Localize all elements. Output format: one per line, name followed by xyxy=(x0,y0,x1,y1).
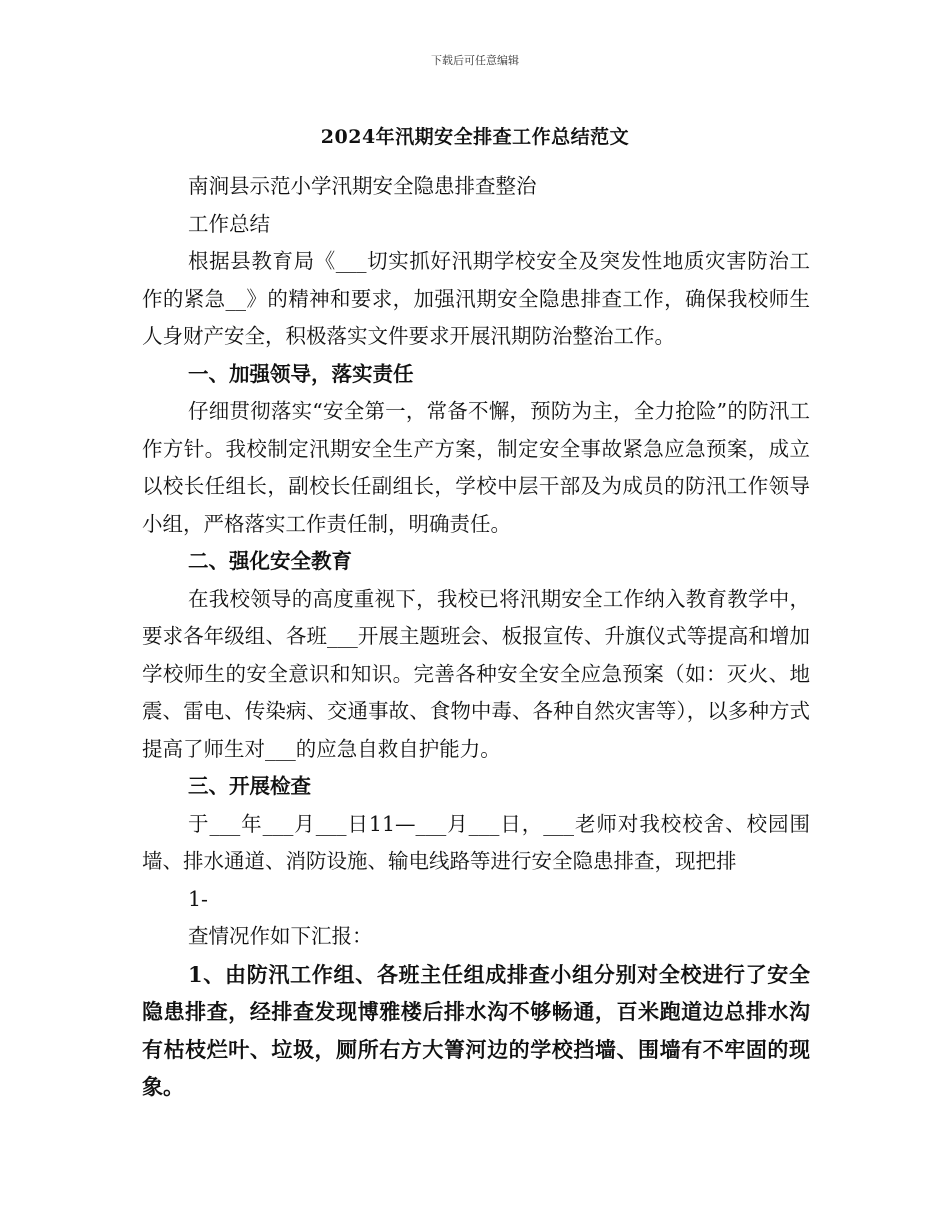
page-marker: 1- xyxy=(188,886,208,911)
document-body xyxy=(142,168,810,1106)
school-name-line: 南涧县示范小学汛期安全隐患排查整治 xyxy=(188,174,537,198)
section-3-paragraph: 于___年___月___日11—___月___日，___老师对我校校舍、校园围墙、排水通道、消防设施、输电线路等进行安全隐患排查，现把排 xyxy=(142,811,810,873)
intro-paragraph: 根据县教育局《___切实抓好汛期学校安全及突发性地质灾害防治工作的紧急__》的精神和要求，加强汛期安全隐患排查工作，确保我校师生人身财产安全，积极落实文件要求开展汛期防治整治工作。 xyxy=(142,249,810,348)
summary-label-line: 工作总结 xyxy=(188,211,270,236)
section-heading-2: 二、强化安全教育 xyxy=(188,549,352,573)
finding-paragraph-1: 1、由防汛工作组、各班主任组成排查小组分别对全校进行了安全隐患排查，经排查发现博雅楼后排水沟不够畅通，百米跑道边总排水沟有枯枝烂叶、垃圾，厕所右方大箐河边的学校挡墙、围墙有不牢固的现象。 xyxy=(142,961,810,1099)
report-intro-line: 查情况作如下汇报： xyxy=(188,924,373,948)
section-2-paragraph: 在我校领导的高度重视下，我校已将汛期安全工作纳入教育教学中，要求各年级组、各班___开展主题班会、板报宣传、升旗仪式等提高和增加学校师生的安全意识和知识。完善各种安全安全应急预案（如：灭火、地震、雷电、传染病、交通事故、食物中毒、各种自然灾害等），以多种方式提高了师生对___的应急自救自护能力。 xyxy=(142,586,810,761)
header-note: 下载后可任意编辑 xyxy=(431,54,519,67)
section-heading-1: 一、加强领导，落实责任 xyxy=(188,361,414,386)
section-1-paragraph: 仔细贯彻落实“安全第一，常备不懈，预防为主，全力抢险”的防汛工作方针。我校制定汛期安全生产方案，制定安全事故紧急应急预案，成立以校长任组长，副校长任副组长，学校中层干部及为成员的防汛工作领导小组，严格落实工作责任制，明确责任。 xyxy=(142,399,810,536)
document-title: 2024年汛期安全排查工作总结范文 xyxy=(320,126,630,148)
section-heading-3: 三、开展检查 xyxy=(188,774,311,798)
